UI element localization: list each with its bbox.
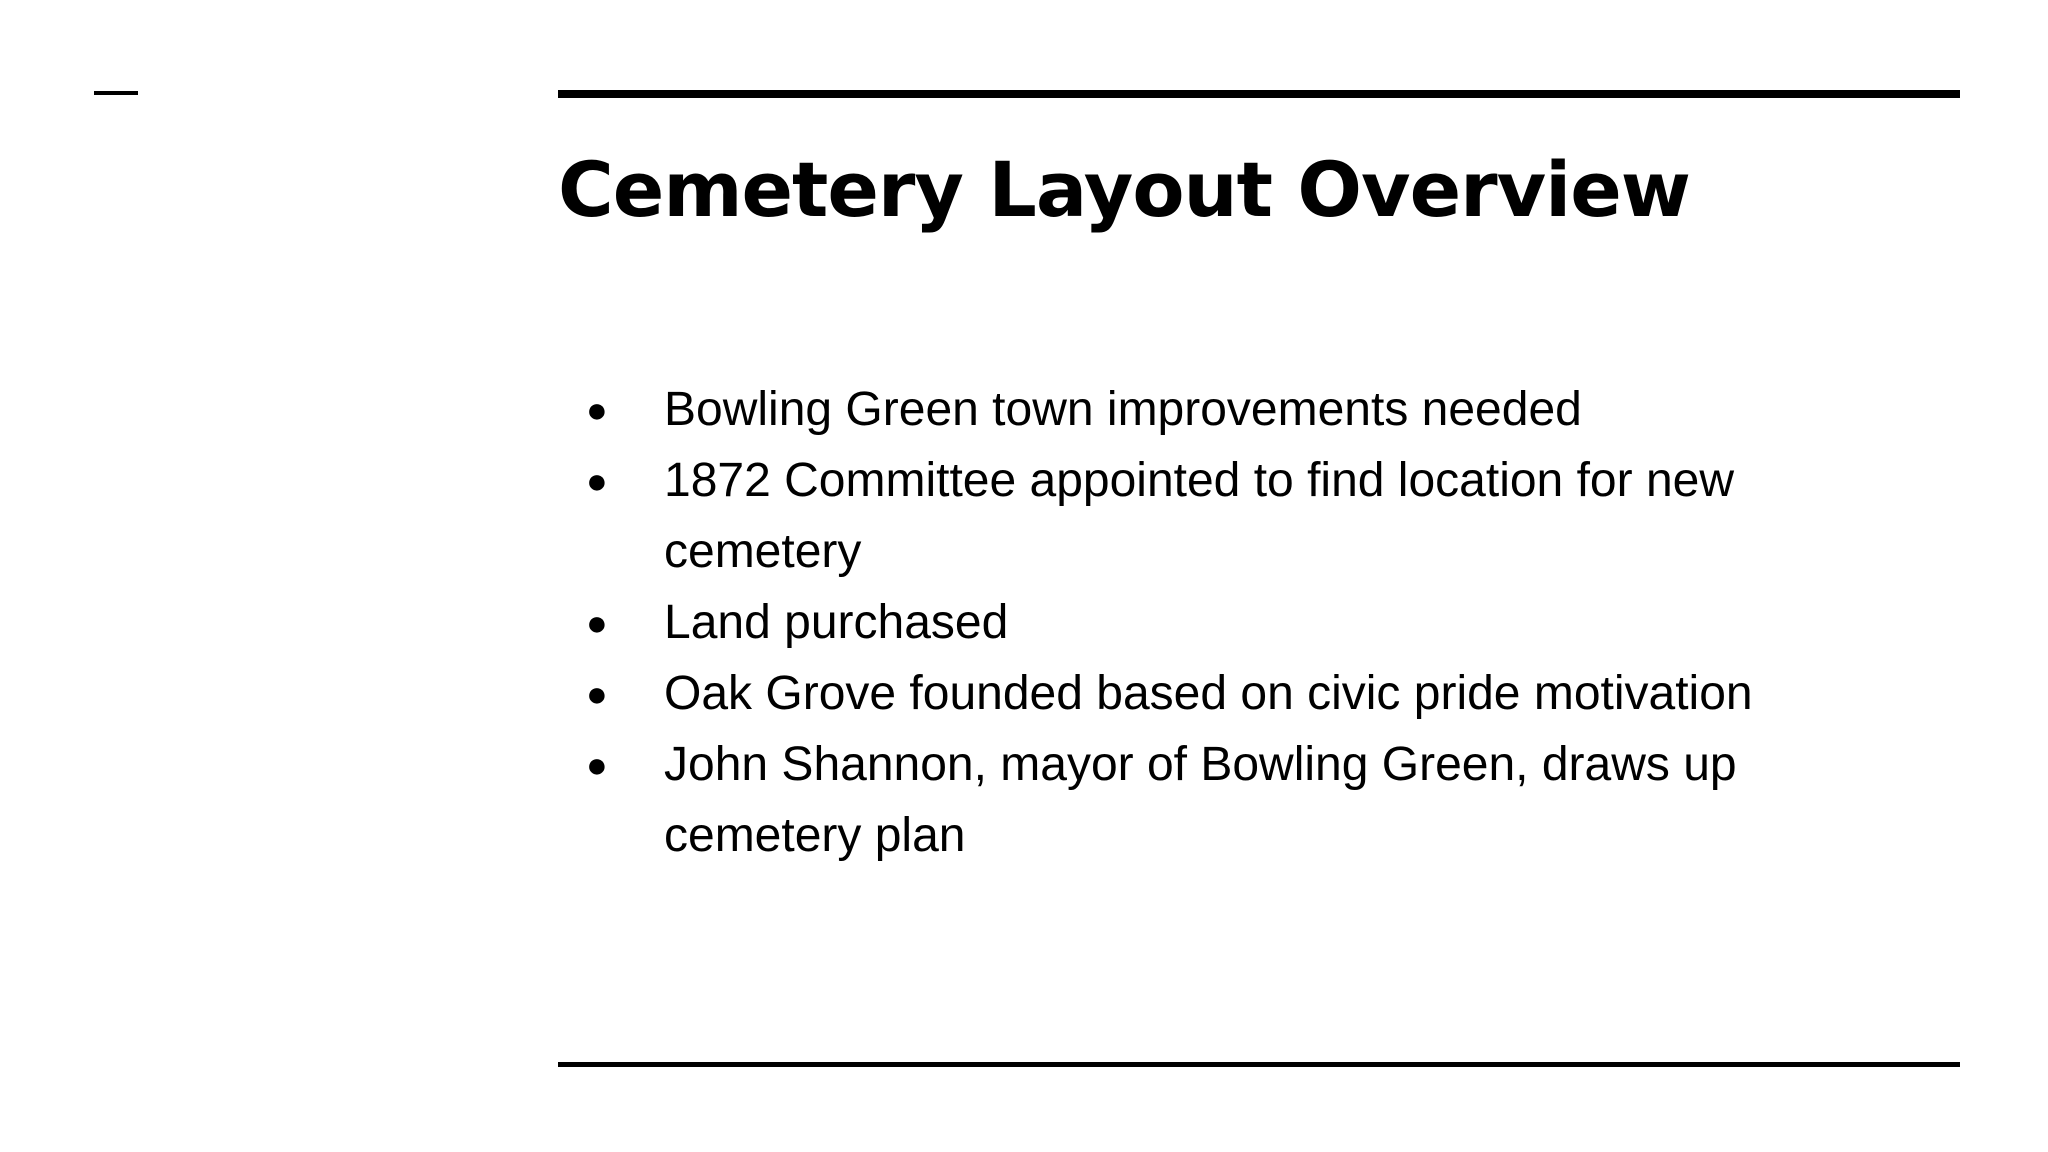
top-rule xyxy=(558,90,1960,98)
slide-title: Cemetery Layout Overview xyxy=(558,145,1690,234)
bullet-dot-icon: ● xyxy=(586,460,608,501)
bullet-item xyxy=(558,658,1858,729)
bullet-dot-icon: ● xyxy=(586,673,608,714)
bullet-text: John Shannon, mayor of Bowling Green, draws up cemetery plan xyxy=(664,738,1737,862)
bullet-item xyxy=(558,729,1858,871)
bullet-item xyxy=(558,445,1858,587)
corner-dash-decoration xyxy=(94,91,138,95)
bullet-text: Oak Grove founded based on civic pride motivation xyxy=(664,667,1753,720)
bullet-item xyxy=(558,374,1858,445)
bullet-item xyxy=(558,587,1858,658)
bullet-dot-icon: ● xyxy=(586,602,608,643)
bullet-list xyxy=(558,374,1858,871)
bullet-dot-icon: ● xyxy=(586,744,608,785)
bottom-rule xyxy=(558,1062,1960,1067)
bullet-text: 1872 Committee appointed to find location for new cemetery xyxy=(664,454,1734,578)
bullet-text: Land purchased xyxy=(664,596,1009,649)
bullet-dot-icon: ● xyxy=(586,389,608,430)
bullet-text: Bowling Green town improvements needed xyxy=(664,383,1582,436)
